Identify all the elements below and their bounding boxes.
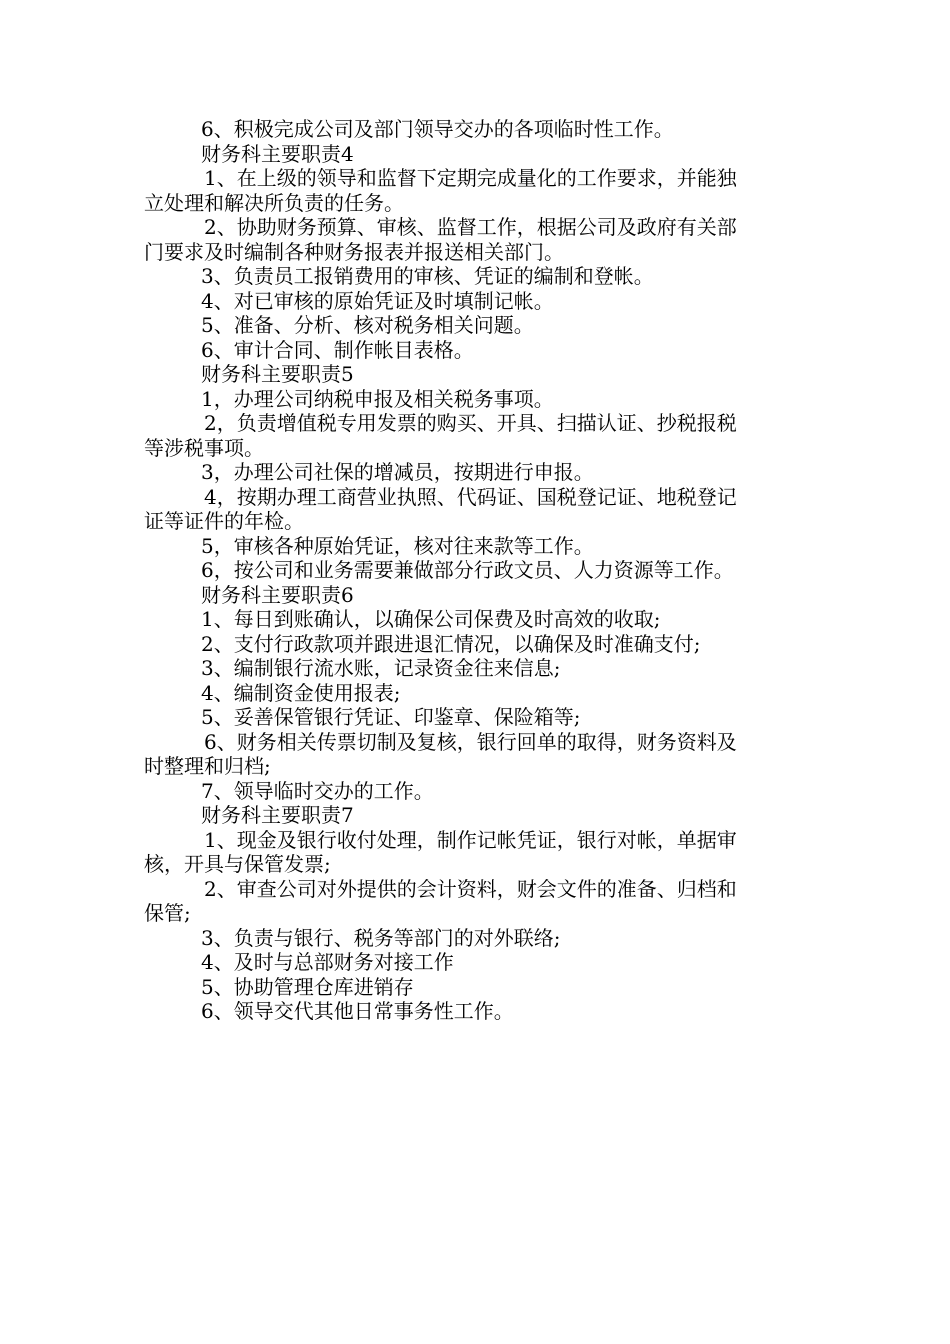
text-line: 证等证件的年检。 <box>144 509 304 533</box>
text-line: 4、及时与总部财务对接工作 <box>201 950 454 974</box>
text-line: 保管; <box>144 901 191 925</box>
text-line: 6，按公司和业务需要兼做部分行政文员、人力资源等工作。 <box>201 558 734 582</box>
text-line: 1、每日到账确认，以确保公司保费及时高效的收取; <box>201 607 661 631</box>
text-line: 2、审查公司对外提供的会计资料，财会文件的准备、归档和 <box>204 876 737 901</box>
text-line: 6、领导交代其他日常事务性工作。 <box>201 999 514 1023</box>
text-line: 1，办理公司纳税申报及相关税务事项。 <box>201 386 554 411</box>
section-heading: 财务科主要职责5 <box>201 362 354 386</box>
text-line: 2、支付行政款项并跟进退汇情况，以确保及时准确支付; <box>201 631 701 656</box>
text-line: 4、编制资金使用报表; <box>201 680 401 705</box>
section-heading: 财务科主要职责4 <box>201 141 354 166</box>
text-line: 立处理和解决所负责的任务。 <box>144 190 404 215</box>
text-line: 门要求及时编制各种财务报表并报送相关部门。 <box>144 239 564 264</box>
text-line: 7、领导临时交办的工作。 <box>201 778 434 803</box>
text-line: 4、对已审核的原始凭证及时填制记帐。 <box>201 288 554 313</box>
text-line: 2，负责增值税专用发票的购买、开具、扫描认证、抄税报税 <box>204 411 737 435</box>
text-line: 等涉税事项。 <box>144 435 264 460</box>
text-line: 5、妥善保管银行凭证、印鉴章、保险箱等; <box>201 705 581 729</box>
text-line: 1、现金及银行收付处理，制作记帐凭证，银行对帐，单据审 <box>204 827 737 852</box>
text-line: 3、编制银行流水账，记录资金往来信息; <box>201 656 561 680</box>
text-line: 2、协助财务预算、审核、监督工作，根据公司及政府有关部 <box>204 215 737 239</box>
document-body <box>144 117 810 1024</box>
text-line: 5、协助管理仓库进销存 <box>201 974 414 999</box>
section-heading: 财务科主要职责6 <box>201 582 354 607</box>
text-line: 5、准备、分析、核对税务相关问题。 <box>201 313 534 337</box>
text-line: 6、审计合同、制作帐目表格。 <box>201 337 474 362</box>
text-line: 3、负责员工报销费用的审核、凭证的编制和登帐。 <box>201 264 654 288</box>
text-line: 4，按期办理工商营业执照、代码证、国税登记证、地税登记 <box>204 484 737 509</box>
text-line: 1、在上级的领导和监督下定期完成量化的工作要求，并能独 <box>204 166 737 190</box>
text-line: 5，审核各种原始凭证，核对往来款等工作。 <box>201 533 594 558</box>
text-line: 核，开具与保管发票; <box>144 852 331 876</box>
text-line: 3、负责与银行、税务等部门的对外联络; <box>201 925 561 950</box>
section-heading: 财务科主要职责7 <box>201 803 354 827</box>
text-line: 6、积极完成公司及部门领导交办的各项临时性工作。 <box>201 117 674 141</box>
text-line: 时整理和归档; <box>144 754 271 778</box>
text-line: 6、财务相关传票切制及复核，银行回单的取得，财务资料及 <box>204 729 737 754</box>
text-line: 3，办理公司社保的增减员，按期进行申报。 <box>201 460 594 484</box>
